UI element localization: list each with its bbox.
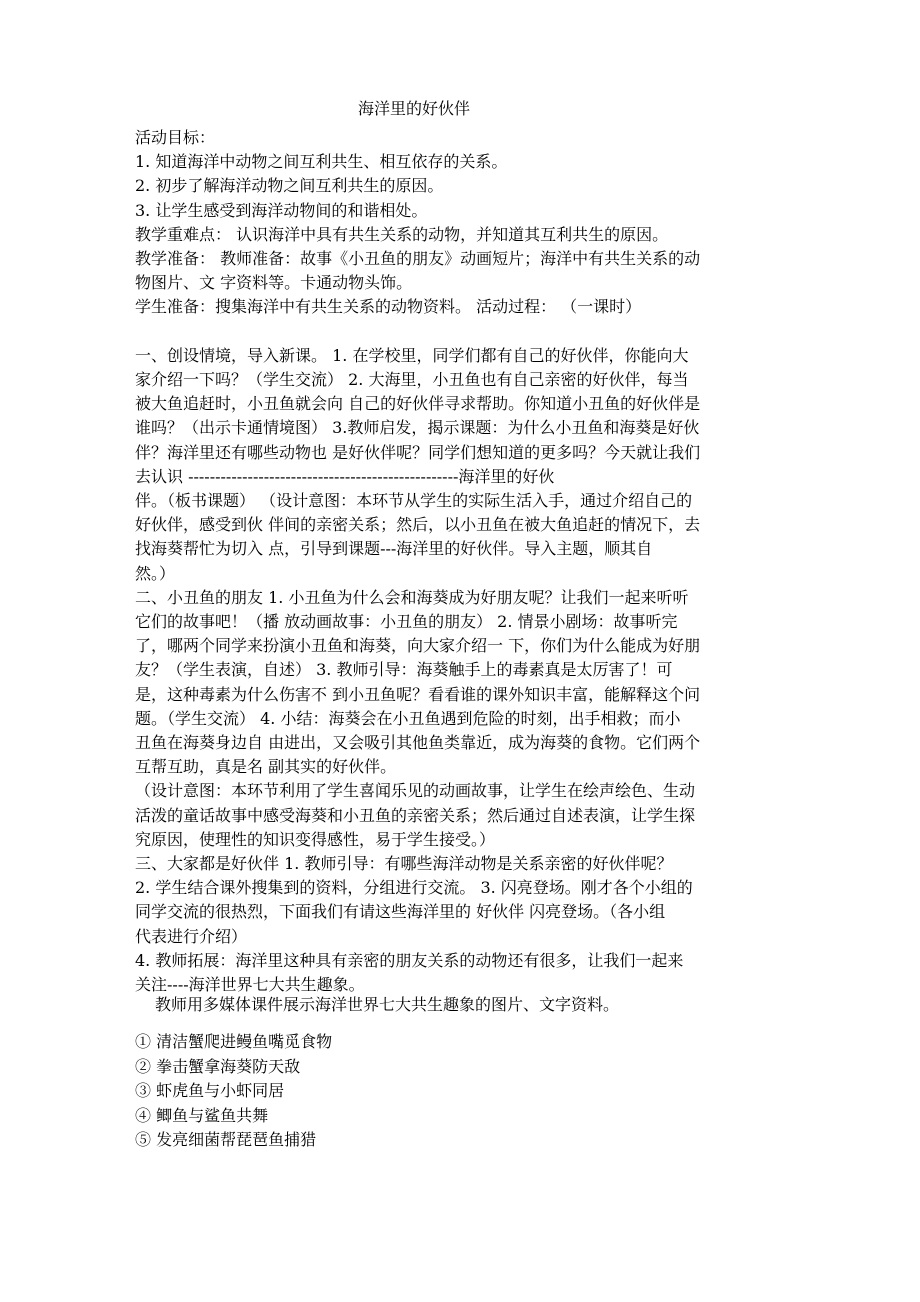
body-line: 代表进行介绍） xyxy=(135,926,248,946)
body-line: 究原因，使理性的知识变得感性，易于学生接受。） xyxy=(135,829,496,849)
body-line: 学生准备：搜集海洋中有共生关系的动物资料。 活动过程： （一课时） xyxy=(135,297,642,317)
body-line: 互帮互助，真是名 副其实的好伙伴。 xyxy=(135,757,397,777)
body-line: 家介绍一下吗？（学生交流） 2. 大海里，小丑鱼也有自己亲密的好伙伴，每当 xyxy=(135,370,689,389)
body-line: 物图片、文 字资料等。卡通动物头饰。 xyxy=(135,273,413,293)
body-line: 被大鱼追赶时，小丑鱼就会向 自己的好伙伴寻求帮助。你知道小丑鱼的好伙伴是 xyxy=(135,394,701,414)
body-line: 活泼的童话故事中感受海葵和小丑鱼的亲密关系；然后通过自述表演，让学生探 xyxy=(135,805,696,825)
body-line: 2. 初步了解海洋动物之间互利共生的原因。 xyxy=(135,176,444,196)
body-line: 4. 教师拓展：海洋里这种具有亲密的朋友关系的动物还有很多，让我们一起来 xyxy=(135,950,684,970)
document-title: 海洋里的好伙伴 xyxy=(358,99,471,118)
body-line: （设计意图：本环节利用了学生喜闻乐见的动画故事，让学生在绘声绘色、生动 xyxy=(135,781,696,801)
body-line: 伴？海洋里还有哪些动物也 是好伙伴呢？同学们想知道的更多吗？今天就让我们 xyxy=(135,442,701,462)
body-line: 伴。（板书课题） （设计意图：本环节从学生的实际生活入手，通过介绍自己的 xyxy=(135,491,693,510)
list-item: ③ 虾虎鱼与小虾同居 xyxy=(135,1081,285,1100)
body-line: 一、创设情境，导入新课。 1. 在学校里，同学们都有自己的好伙伴，你能向大 xyxy=(135,345,689,365)
body-line: 关注----海洋世界七大共生趣象。 xyxy=(135,975,365,994)
body-line: 二、小丑鱼的朋友 1. 小丑鱼为什么会和海葵成为好朋友呢？让我们一起来听听 xyxy=(135,587,689,607)
list-item: ⑤ 发亮细菌帮琵琶鱼捕猎 xyxy=(135,1130,317,1149)
list-item: ① 清洁蟹爬进鳗鱼嘴觅食物 xyxy=(135,1032,333,1051)
list-item: ④ 鲫鱼与鲨鱼共舞 xyxy=(135,1105,269,1125)
body-line: 2. 学生结合课外搜集到的资料，分组进行交流。 3. 闪亮登场。刚才各个小组的 xyxy=(135,878,693,898)
body-line: 活动目标： xyxy=(135,128,216,147)
body-line xyxy=(135,321,795,345)
body-line: 然。） xyxy=(135,563,176,583)
body-line: 它们的故事吧！（播 放动画故事：小丑鱼的朋友） 2. 情景小剧场：故事听完 xyxy=(135,612,678,631)
body-line: 同学交流的很热烈，下面我们有请这些海洋里的 好伙伴 闪亮登场。（各小组 xyxy=(135,902,666,922)
list-item: ② 拳击蟹拿海葵防天敌 xyxy=(135,1056,301,1076)
indented-paragraph: 教师用多媒体课件展示海洋世界七大共生趣象的图片、文字资料。 xyxy=(155,995,620,1014)
body-line: 教学准备： 教师准备：故事《小丑鱼的朋友》动画短片；海洋中有共生关系的动 xyxy=(135,249,701,268)
body-line: 找海葵帮忙为切入 点，引导到课题---海洋里的好伙伴。导入主题，顺其自 xyxy=(135,539,653,559)
body-line: 友？（学生表演，自述） 3. 教师引导：海葵触手上的毒素真是太厉害了！可 xyxy=(135,660,673,680)
body-line: 教学重难点： 认识海洋中具有共生关系的动物，并知道其互利共生的原因。 xyxy=(135,224,669,244)
body-line: 丑鱼在海葵身边自 由进出，又会吸引其他鱼类靠近，成为海葵的食物。它们两个 xyxy=(135,733,701,752)
body-line: 谁吗？（出示卡通情境图） 3.教师启发，揭示课题：为什么小丑鱼和海葵是好伙 xyxy=(135,418,700,438)
body-line: 是，这种毒素为什么伤害不 到小丑鱼呢？看看谁的课外知识丰富，能解释这个问 xyxy=(135,684,701,704)
body-line: 3. 让学生感受到海洋动物间的和谐相处。 xyxy=(135,200,428,220)
body-line: 题。（学生交流） 4. 小结：海葵会在小丑鱼遇到危险的时刻，出手相救；而小 xyxy=(135,708,681,728)
body-line: 去认识 --------------------------------------------------海洋里的好伙 xyxy=(135,466,555,486)
body-line: 好伙伴，感受到伙 伴间的亲密关系；然后，以小丑鱼在被大鱼追赶的情况下，去 xyxy=(135,515,701,535)
body-line: 了，哪两个同学来扮演小丑鱼和海葵，向大家介绍一 下，你们为什么能成为好朋 xyxy=(135,636,701,656)
body-line: 1. 知道海洋中动物之间互利共生、相互依存的关系。 xyxy=(135,152,508,172)
body-line: 三、大家都是好伙伴 1. 教师引导：有哪些海洋动物是关系亲密的好伙伴呢？ xyxy=(135,854,673,873)
